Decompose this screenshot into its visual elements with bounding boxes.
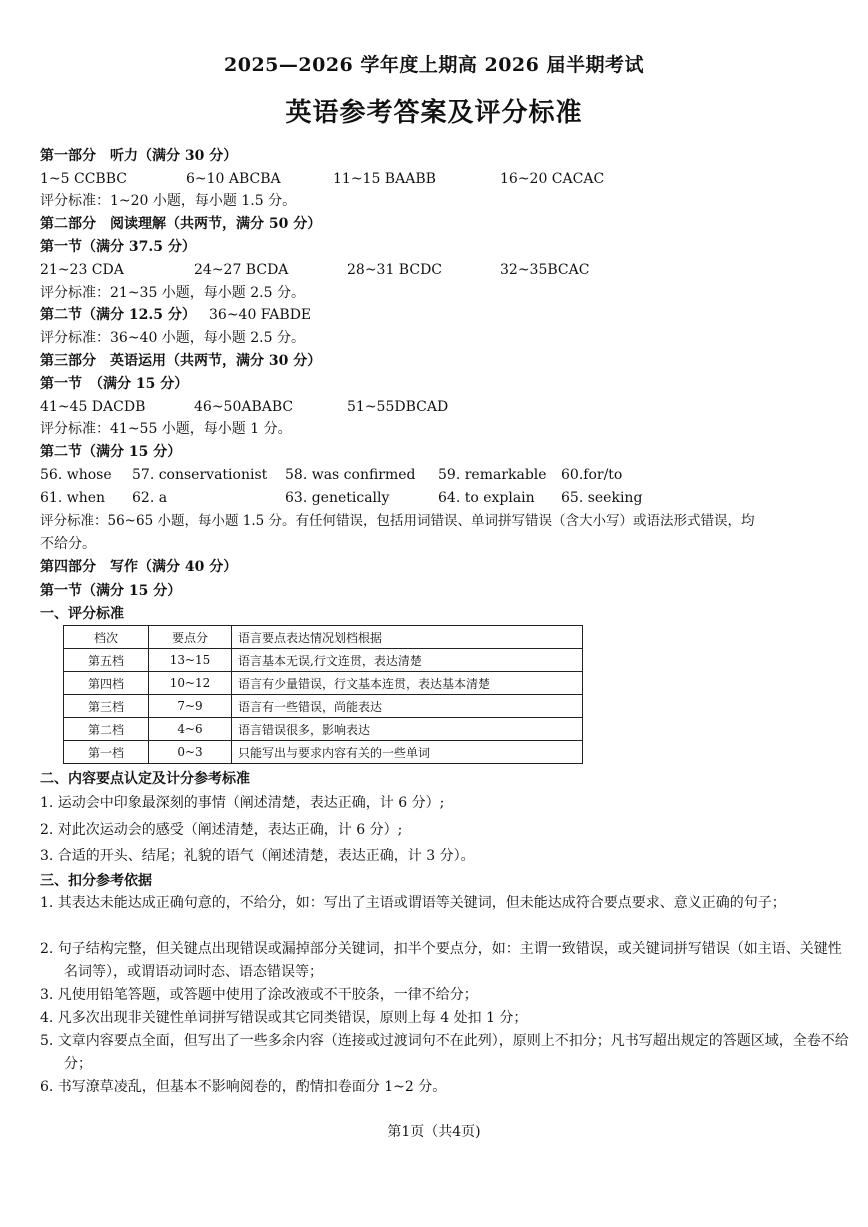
answer-item: 56. whose bbox=[40, 467, 112, 483]
answer-group: 11~15 BAABB bbox=[333, 171, 436, 187]
part4-heading: 第四部分 写作（满分 40 分） bbox=[40, 559, 238, 575]
part4-section1-heading: 第一节（满分 15 分） bbox=[40, 583, 182, 599]
answer-group: 28~31 BCDC bbox=[347, 262, 443, 278]
table-row bbox=[64, 649, 583, 672]
table-row bbox=[64, 741, 583, 764]
answer-item: 59. remarkable bbox=[438, 467, 547, 483]
answer-item: 61. when bbox=[40, 490, 106, 506]
table-cell: 第一档 bbox=[64, 741, 149, 764]
content-point: 2. 对此次运动会的感受（阐述清楚，表达正确，计 6 分）; bbox=[40, 822, 403, 838]
table-cell: 第二档 bbox=[64, 718, 149, 741]
answer-item: 64. to explain bbox=[438, 490, 535, 506]
document-subtitle: 英语参考答案及评分标准 bbox=[285, 98, 583, 128]
part3-section2-heading: 第二节（满分 15 分） bbox=[40, 444, 182, 460]
part2-section2-row bbox=[40, 305, 840, 325]
table-cell: 0~3 bbox=[149, 741, 232, 764]
table-row bbox=[64, 626, 583, 649]
deduct-heading: 三、扣分参考依据 bbox=[40, 873, 152, 889]
table-cell: 只能写出与要求内容有关的一些单词 bbox=[232, 741, 583, 764]
table-cell: 4~6 bbox=[149, 718, 232, 741]
part3-section2-scoring-cont: 不给分。 bbox=[40, 536, 96, 552]
table-cell: 要点分 bbox=[149, 626, 232, 649]
part2-heading: 第二部分 阅读理解（共两节，满分 50 分） bbox=[40, 216, 322, 232]
part1-scoring: 评分标准：1~20 小题，每小题 1.5 分。 bbox=[40, 193, 297, 209]
deduct-point: 2. 句子结构完整，但关键点出现错误或漏掉部分关键词，扣半个要点分，如：主谓一致错误，或关键词拼写错误（如主语、关键性名词等），或谓语动词时态、语态错误等； bbox=[40, 941, 842, 980]
deduct-point: 3. 凡使用铅笔答题，或答题中使用了涂改液或不干胶条，一律不给分； bbox=[40, 987, 478, 1003]
table-cell: 档次 bbox=[64, 626, 149, 649]
part3-section2-scoring: 评分标准：56~65 小题，每小题 1.5 分。有任何错误，包括用词错误、单词拼写错误（含大小写）或语法形式错误，均 bbox=[40, 513, 755, 529]
deduct-point: 6. 书写潦草凌乱，但基本不影响阅卷的，酌情扣卷面分 1~2 分。 bbox=[40, 1079, 447, 1095]
table-row bbox=[64, 695, 583, 718]
table-cell: 13~15 bbox=[149, 649, 232, 672]
deduct-point: 5. 文章内容要点全面，但写出了一些多余内容（连接或过渡词句不在此列），原则上不扣分；凡书写超出规定的答题区域，全卷不给分； bbox=[40, 1033, 849, 1072]
table-cell: 语言错误很多，影响表达 bbox=[232, 718, 583, 741]
part3-section2-row2 bbox=[40, 488, 840, 508]
table-cell: 第五档 bbox=[64, 649, 149, 672]
deduct-point: 4. 凡多次出现非关键性单词拼写错误或其它同类错误，原则上每 4 处扣 1 分； bbox=[40, 1010, 528, 1026]
answer-group: 36~40 FABDE bbox=[209, 307, 312, 323]
answer-item: 60.for/to bbox=[561, 467, 623, 483]
answer-item: 63. genetically bbox=[285, 490, 390, 506]
part2-section1-scoring: 评分标准：21~35 小题，每小题 2.5 分。 bbox=[40, 285, 305, 301]
table-row bbox=[64, 718, 583, 741]
answer-group: 16~20 CACAC bbox=[500, 171, 605, 187]
table-cell: 语言有少量错误，行文基本连贯，表达基本清楚 bbox=[232, 672, 583, 695]
answer-item: 58. was confirmed bbox=[285, 467, 416, 483]
deduct-point: 1. 其表达未能达成正确句意的，不给分，如：写出了主语或谓语等关键词，但未能达成符合要点要求、意义正确的句子； bbox=[40, 895, 786, 911]
table-cell: 语言有一些错误，尚能表达 bbox=[232, 695, 583, 718]
part2-section1-heading: 第一节（满分 37.5 分） bbox=[40, 239, 196, 255]
answer-group: 1~5 CCBBC bbox=[40, 171, 127, 187]
answer-group: 51~55DBCAD bbox=[347, 399, 449, 415]
answer-item: 62. a bbox=[132, 490, 168, 506]
content-point: 1. 运动会中印象最深刻的事情（阐述清楚，表达正确，计 6 分）; bbox=[40, 795, 445, 811]
part3-section1-heading: 第一节 （满分 15 分） bbox=[40, 376, 189, 392]
exam-title: 2025—2026 学年度上期高 2026 届半期考试 bbox=[224, 54, 644, 76]
part2-section2-heading: 第二节（满分 12.5 分） bbox=[40, 307, 196, 323]
answer-group: 21~23 CDA bbox=[40, 262, 124, 278]
table-cell: 第三档 bbox=[64, 695, 149, 718]
table-cell: 7~9 bbox=[149, 695, 232, 718]
answer-group: 46~50ABABC bbox=[194, 399, 294, 415]
table-cell: 语言要点表达情况划档根据 bbox=[232, 626, 583, 649]
table-cell: 10~12 bbox=[149, 672, 232, 695]
criteria-heading: 一、评分标准 bbox=[40, 606, 124, 622]
part3-section2-row1 bbox=[40, 465, 840, 485]
table-row bbox=[64, 672, 583, 695]
answer-group: 41~45 DACDB bbox=[40, 399, 146, 415]
answer-item: 57. conservationist bbox=[132, 467, 268, 483]
part2-section1-answers bbox=[40, 260, 840, 280]
part2-section2-scoring: 评分标准：36~40 小题，每小题 2.5 分。 bbox=[40, 330, 305, 346]
answer-group: 6~10 ABCBA bbox=[186, 171, 281, 187]
grading-table bbox=[63, 625, 583, 764]
content-point: 3. 合适的开头、结尾；礼貌的语气（阐述清楚，表达正确，计 3 分）。 bbox=[40, 848, 475, 864]
table-cell: 语言基本无误,行文连贯，表达清楚 bbox=[232, 649, 583, 672]
answer-item: 65. seeking bbox=[561, 490, 643, 506]
content-heading: 二、内容要点认定及计分参考标准 bbox=[40, 771, 250, 787]
page-number: 第1页（共4页) bbox=[387, 1124, 481, 1140]
part1-answers bbox=[40, 169, 840, 189]
part3-section1-scoring: 评分标准：41~55 小题，每小题 1 分。 bbox=[40, 421, 292, 437]
part3-heading: 第三部分 英语运用（共两节，满分 30 分） bbox=[40, 353, 322, 369]
answer-group: 24~27 BCDA bbox=[194, 262, 289, 278]
answer-group: 32~35BCAC bbox=[500, 262, 590, 278]
table-cell: 第四档 bbox=[64, 672, 149, 695]
part1-heading: 第一部分 听力（满分 30 分） bbox=[40, 148, 238, 164]
part3-section1-answers bbox=[40, 397, 840, 417]
